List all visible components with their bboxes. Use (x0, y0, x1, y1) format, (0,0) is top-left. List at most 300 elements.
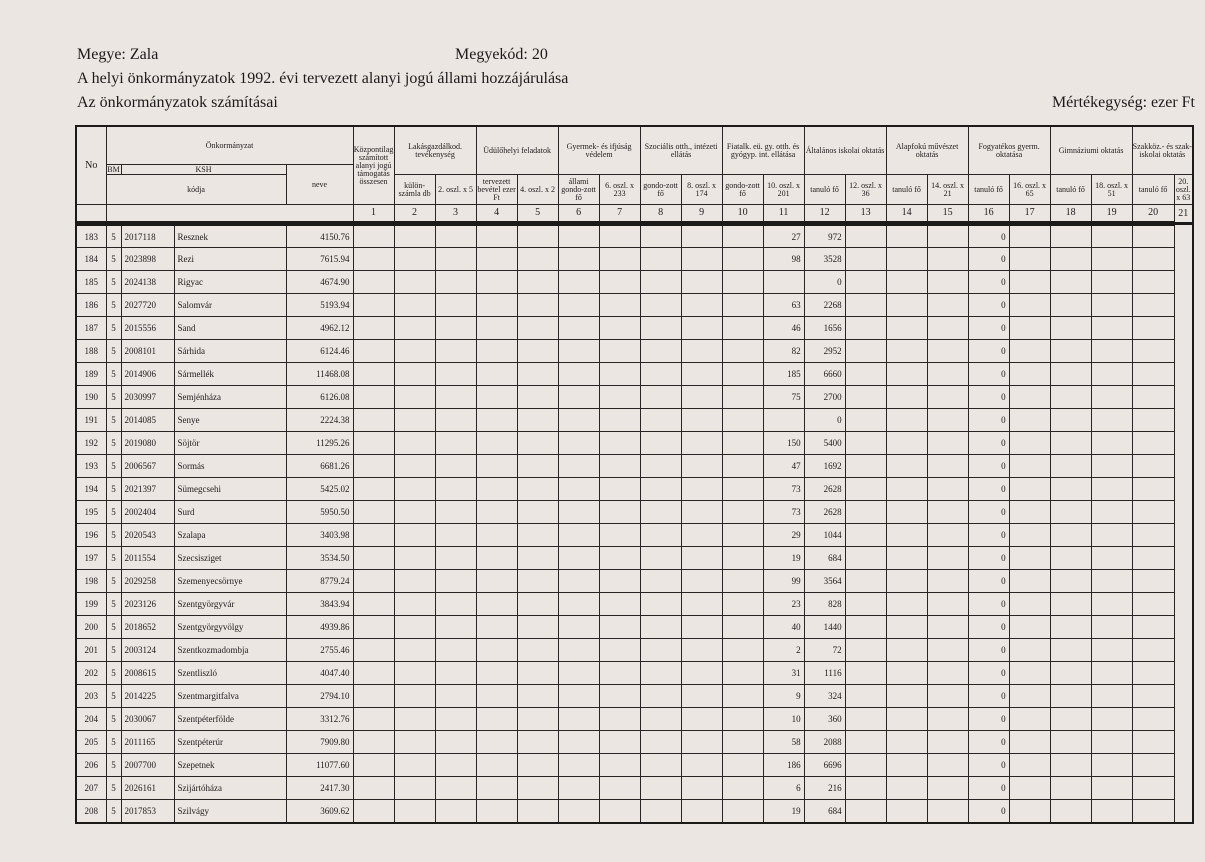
cell-no: 192 (76, 432, 106, 455)
cell-bm: 5 (106, 501, 121, 524)
column-number: 19 (1091, 205, 1132, 224)
cell-col-8 (599, 501, 640, 524)
cell-col-10 (681, 777, 722, 800)
cell-col-14 (845, 754, 886, 777)
cell-col-5 (476, 271, 517, 294)
cell-col-2 (353, 501, 394, 524)
cell-col-12: 40 (763, 616, 804, 639)
cell-col-13: 0 (804, 409, 845, 432)
cell-col-2 (353, 685, 394, 708)
cell-col-14 (845, 432, 886, 455)
cell-col-8 (599, 662, 640, 685)
cell-col-21 (1132, 708, 1174, 731)
cell-col-14 (845, 501, 886, 524)
cell-col-21 (1132, 363, 1174, 386)
cell-col-15 (886, 754, 927, 777)
cell-col-21 (1132, 386, 1174, 409)
cell-col-12: 63 (763, 294, 804, 317)
group-header: Alapfokú művészet oktatás (886, 126, 968, 175)
cell-col-11 (722, 708, 763, 731)
cell-col-17: 0 (968, 685, 1009, 708)
cell-col-3 (394, 570, 435, 593)
cell-col-14 (845, 455, 886, 478)
cell-name: Sümegcsehi (174, 478, 286, 501)
cell-name: Szalapa (174, 524, 286, 547)
cell-col-10 (681, 524, 722, 547)
table-row (76, 317, 1193, 340)
cell-col-12: 75 (763, 386, 804, 409)
cell-col-17: 0 (968, 409, 1009, 432)
cell-col-17: 0 (968, 248, 1009, 271)
column-number: 5 (517, 205, 558, 224)
cell-no: 191 (76, 409, 106, 432)
unit-label: Mértékegység: ezer Ft (1051, 94, 1195, 111)
cell-col-8 (599, 478, 640, 501)
cell-col-20 (1091, 432, 1132, 455)
cell-col-15 (886, 708, 927, 731)
subheader: 16. oszl. x 65 (1009, 175, 1050, 205)
cell-col-13: 972 (804, 224, 845, 248)
colnum-blank (76, 205, 106, 224)
cell-total: 5950.50 (286, 501, 353, 524)
cell-col-3 (394, 547, 435, 570)
cell-name: Szecsisziget (174, 547, 286, 570)
cell-col-13: 2628 (804, 501, 845, 524)
cell-col-6 (517, 386, 558, 409)
cell-name: Rigyac (174, 271, 286, 294)
cell-ksh: 2024138 (121, 271, 174, 294)
cell-col-16 (927, 224, 968, 248)
cell-col-19 (1050, 547, 1091, 570)
cell-col-11 (722, 478, 763, 501)
cell-col-4 (435, 570, 476, 593)
cell-col-14 (845, 708, 886, 731)
cell-col-19 (1050, 224, 1091, 248)
column-number: 1 (353, 205, 394, 224)
cell-col-12: 27 (763, 224, 804, 248)
column-number: 6 (558, 205, 599, 224)
cell-col-7 (558, 224, 599, 248)
cell-col-11 (722, 409, 763, 432)
cell-col-11 (722, 754, 763, 777)
cell-col-21 (1132, 731, 1174, 754)
cell-col-3 (394, 294, 435, 317)
cell-col-20 (1091, 271, 1132, 294)
cell-col-5 (476, 547, 517, 570)
cell-no: 207 (76, 777, 106, 800)
cell-col-10 (681, 271, 722, 294)
cell-col-5 (476, 248, 517, 271)
cell-col-18 (1009, 616, 1050, 639)
cell-col-6 (517, 409, 558, 432)
cell-bm: 5 (106, 340, 121, 363)
cell-col-18 (1009, 224, 1050, 248)
cell-col-15 (886, 501, 927, 524)
column-number: 2 (394, 205, 435, 224)
cell-no: 186 (76, 294, 106, 317)
cell-ksh: 2030997 (121, 386, 174, 409)
cell-col-20 (1091, 754, 1132, 777)
cell-col-19 (1050, 432, 1091, 455)
cell-col-12: 2 (763, 639, 804, 662)
cell-col-15 (886, 248, 927, 271)
cell-total: 11468.08 (286, 363, 353, 386)
cell-col-4 (435, 547, 476, 570)
cell-col-10 (681, 708, 722, 731)
cell-col-15 (886, 432, 927, 455)
cell-name: Salomvár (174, 294, 286, 317)
cell-col-13: 3564 (804, 570, 845, 593)
cell-col-14 (845, 294, 886, 317)
document-title: A helyi önkormányzatok 1992. évi tervezett alanyi jogú állami hozzájárulása (77, 70, 569, 87)
cell-col-5 (476, 524, 517, 547)
cell-col-20 (1091, 363, 1132, 386)
cell-col-3 (394, 685, 435, 708)
group-header: Lakásgazdálkod. tevékenység (394, 126, 476, 175)
cell-col-20 (1091, 708, 1132, 731)
cell-col-16 (927, 294, 968, 317)
cell-col-12: 31 (763, 662, 804, 685)
cell-col-17: 0 (968, 777, 1009, 800)
cell-col-9 (640, 708, 681, 731)
cell-col-21 (1132, 409, 1174, 432)
table-row (76, 685, 1193, 708)
cell-bm: 5 (106, 547, 121, 570)
cell-col-16 (927, 455, 968, 478)
cell-ksh: 2017118 (121, 224, 174, 248)
cell-col-5 (476, 616, 517, 639)
cell-col-8 (599, 271, 640, 294)
cell-ksh: 2017853 (121, 800, 174, 824)
table-row (76, 363, 1193, 386)
cell-col-7 (558, 432, 599, 455)
cell-col-7 (558, 386, 599, 409)
cell-col-5 (476, 455, 517, 478)
cell-total: 3403.98 (286, 524, 353, 547)
column-number: 8 (640, 205, 681, 224)
data-table (75, 125, 1194, 824)
cell-col-5 (476, 777, 517, 800)
cell-col-4 (435, 800, 476, 824)
cell-bm: 5 (106, 570, 121, 593)
cell-col-21 (1132, 501, 1174, 524)
cell-col-12 (763, 409, 804, 432)
cell-col-21 (1132, 685, 1174, 708)
cell-col-21 (1132, 271, 1174, 294)
cell-col-5 (476, 685, 517, 708)
cell-total: 11077.60 (286, 754, 353, 777)
cell-col-15 (886, 731, 927, 754)
cell-col-10 (681, 455, 722, 478)
county-label: Megye: Zala (77, 46, 159, 63)
cell-col-18 (1009, 294, 1050, 317)
cell-name: Szilvágy (174, 800, 286, 824)
cell-col-9 (640, 294, 681, 317)
cell-col-17: 0 (968, 616, 1009, 639)
cell-col-20 (1091, 455, 1132, 478)
cell-col-17: 0 (968, 501, 1009, 524)
cell-col-19 (1050, 708, 1091, 731)
cell-col-5 (476, 363, 517, 386)
cell-no: 183 (76, 224, 106, 248)
cell-col-10 (681, 547, 722, 570)
cell-col-2 (353, 386, 394, 409)
cell-no: 197 (76, 547, 106, 570)
cell-col-14 (845, 524, 886, 547)
cell-col-17: 0 (968, 271, 1009, 294)
cell-col-12: 99 (763, 570, 804, 593)
column-number: 3 (435, 205, 476, 224)
cell-col-2 (353, 777, 394, 800)
cell-col-20 (1091, 662, 1132, 685)
cell-col-4 (435, 363, 476, 386)
cell-total: 2755.46 (286, 639, 353, 662)
subheader: 18. oszl. x 51 (1091, 175, 1132, 205)
cell-col-21 (1132, 524, 1174, 547)
cell-col-9 (640, 685, 681, 708)
table-row (76, 524, 1193, 547)
table-row (76, 478, 1193, 501)
cell-col-10 (681, 685, 722, 708)
cell-col-14 (845, 478, 886, 501)
table-row (76, 455, 1193, 478)
cell-bm: 5 (106, 386, 121, 409)
cell-name: Szemenyecsörnye (174, 570, 286, 593)
cell-col-10 (681, 363, 722, 386)
cell-no: 193 (76, 455, 106, 478)
cell-col-4 (435, 524, 476, 547)
cell-col-8 (599, 800, 640, 824)
cell-col-2 (353, 616, 394, 639)
cell-col-8 (599, 777, 640, 800)
subheader: tanuló fő (1050, 175, 1091, 205)
cell-col-3 (394, 593, 435, 616)
cell-col-12: 185 (763, 363, 804, 386)
cell-col-20 (1091, 501, 1132, 524)
cell-col-15 (886, 639, 927, 662)
cell-name: Sand (174, 317, 286, 340)
cell-name: Szepetnek (174, 754, 286, 777)
cell-name: Sármellék (174, 363, 286, 386)
cell-col-12: 19 (763, 547, 804, 570)
cell-col-17: 0 (968, 455, 1009, 478)
cell-ksh: 2019080 (121, 432, 174, 455)
cell-col-3 (394, 478, 435, 501)
cell-col-14 (845, 317, 886, 340)
group-header: Fiatalk. eü. gy. otth. és gyógyp. int. ellátása (722, 126, 804, 175)
cell-col-4 (435, 754, 476, 777)
cell-col-6 (517, 662, 558, 685)
cell-col-16 (927, 271, 968, 294)
cell-ksh: 2006567 (121, 455, 174, 478)
cell-bm: 5 (106, 224, 121, 248)
cell-col-6 (517, 800, 558, 824)
cell-col-5 (476, 317, 517, 340)
cell-name: Szentpéterfölde (174, 708, 286, 731)
cell-col-13: 6696 (804, 754, 845, 777)
cell-col-21 (1132, 777, 1174, 800)
cell-col-21 (1132, 478, 1174, 501)
column-number-row (76, 205, 1193, 224)
cell-col-16 (927, 708, 968, 731)
cell-col-17: 0 (968, 224, 1009, 248)
cell-col-15 (886, 777, 927, 800)
cell-name: Rezi (174, 248, 286, 271)
column-number: 12 (804, 205, 845, 224)
cell-col-18 (1009, 409, 1050, 432)
cell-col-14 (845, 731, 886, 754)
cell-col-8 (599, 432, 640, 455)
cell-ksh: 2030067 (121, 708, 174, 731)
cell-col-6 (517, 685, 558, 708)
table-row (76, 547, 1193, 570)
cell-col-11 (722, 455, 763, 478)
subheader: tanuló fő (1132, 175, 1174, 205)
cell-col-7 (558, 478, 599, 501)
cell-no: 205 (76, 731, 106, 754)
cell-col-21 (1132, 248, 1174, 271)
cell-bm: 5 (106, 294, 121, 317)
cell-col-15 (886, 547, 927, 570)
cell-col-9 (640, 754, 681, 777)
cell-col-14 (845, 777, 886, 800)
table-row (76, 731, 1193, 754)
cell-col-6 (517, 524, 558, 547)
cell-ksh: 2026161 (121, 777, 174, 800)
cell-ksh: 2015556 (121, 317, 174, 340)
cell-col-11 (722, 363, 763, 386)
cell-col-2 (353, 317, 394, 340)
table-row (76, 754, 1193, 777)
cell-col-4 (435, 248, 476, 271)
cell-col-9 (640, 777, 681, 800)
cell-total: 3609.62 (286, 800, 353, 824)
cell-col-16 (927, 478, 968, 501)
cell-bm: 5 (106, 593, 121, 616)
cell-col-3 (394, 248, 435, 271)
cell-col-9 (640, 639, 681, 662)
cell-col-11 (722, 501, 763, 524)
cell-total: 5193.94 (286, 294, 353, 317)
cell-col-21 (1132, 570, 1174, 593)
cell-col-18 (1009, 478, 1050, 501)
cell-col-18 (1009, 754, 1050, 777)
subheader: állami gondo-zott fő (558, 175, 599, 205)
cell-col-18 (1009, 271, 1050, 294)
cell-col-9 (640, 616, 681, 639)
cell-col-16 (927, 432, 968, 455)
cell-col-11 (722, 800, 763, 824)
group-header: Szociális otth., intézeti ellátás (640, 126, 722, 175)
cell-col-17: 0 (968, 547, 1009, 570)
cell-col-21 (1132, 593, 1174, 616)
cell-col-5 (476, 340, 517, 363)
cell-col-16 (927, 639, 968, 662)
cell-col-8 (599, 340, 640, 363)
cell-col-9 (640, 271, 681, 294)
cell-col-5 (476, 708, 517, 731)
cell-col-8 (599, 455, 640, 478)
cell-col-12: 46 (763, 317, 804, 340)
table-row (76, 777, 1193, 800)
cell-col-4 (435, 409, 476, 432)
cell-col-19 (1050, 570, 1091, 593)
cell-col-5 (476, 754, 517, 777)
cell-col-10 (681, 224, 722, 248)
cell-col-11 (722, 432, 763, 455)
cell-col-11 (722, 616, 763, 639)
cell-col-6 (517, 455, 558, 478)
cell-col-4 (435, 662, 476, 685)
cell-col-4 (435, 317, 476, 340)
cell-col-12: 9 (763, 685, 804, 708)
cell-col-5 (476, 593, 517, 616)
cell-ksh: 2014225 (121, 685, 174, 708)
cell-col-9 (640, 478, 681, 501)
cell-bm: 5 (106, 363, 121, 386)
cell-col-15 (886, 294, 927, 317)
cell-ksh: 2020543 (121, 524, 174, 547)
table-row (76, 340, 1193, 363)
cell-col-15 (886, 478, 927, 501)
cell-ksh: 2008101 (121, 340, 174, 363)
cell-col-8 (599, 685, 640, 708)
cell-col-15 (886, 224, 927, 248)
cell-col-20 (1091, 386, 1132, 409)
header-no: No (76, 126, 106, 205)
cell-col-20 (1091, 616, 1132, 639)
cell-name: Szentgyörgyvár (174, 593, 286, 616)
cell-col-7 (558, 754, 599, 777)
cell-col-6 (517, 363, 558, 386)
cell-col-6 (517, 616, 558, 639)
cell-col-7 (558, 708, 599, 731)
cell-col-5 (476, 224, 517, 248)
cell-col-21 (1132, 455, 1174, 478)
cell-col-9 (640, 409, 681, 432)
county-code-label: Megyekód: 20 (455, 46, 548, 63)
cell-col-10 (681, 432, 722, 455)
cell-col-4 (435, 593, 476, 616)
cell-col-3 (394, 363, 435, 386)
cell-col-8 (599, 363, 640, 386)
cell-col-17: 0 (968, 478, 1009, 501)
cell-bm: 5 (106, 731, 121, 754)
cell-col-16 (927, 777, 968, 800)
cell-col-4 (435, 777, 476, 800)
cell-col-18 (1009, 685, 1050, 708)
table-row (76, 248, 1193, 271)
cell-col-14 (845, 340, 886, 363)
cell-col-2 (353, 662, 394, 685)
cell-col-8 (599, 294, 640, 317)
cell-no: 187 (76, 317, 106, 340)
cell-col-18 (1009, 524, 1050, 547)
cell-col-11 (722, 271, 763, 294)
cell-col-19 (1050, 800, 1091, 824)
cell-col-20 (1091, 340, 1132, 363)
cell-col-17: 0 (968, 639, 1009, 662)
cell-name: Surd (174, 501, 286, 524)
cell-col-4 (435, 432, 476, 455)
cell-col-20 (1091, 248, 1132, 271)
cell-col-11 (722, 547, 763, 570)
cell-col-4 (435, 386, 476, 409)
cell-col-12: 98 (763, 248, 804, 271)
header-kozpontilag: Központilag számított alanyi jogú támogatás összesen (353, 126, 394, 205)
table-row (76, 800, 1193, 824)
cell-bm: 5 (106, 616, 121, 639)
